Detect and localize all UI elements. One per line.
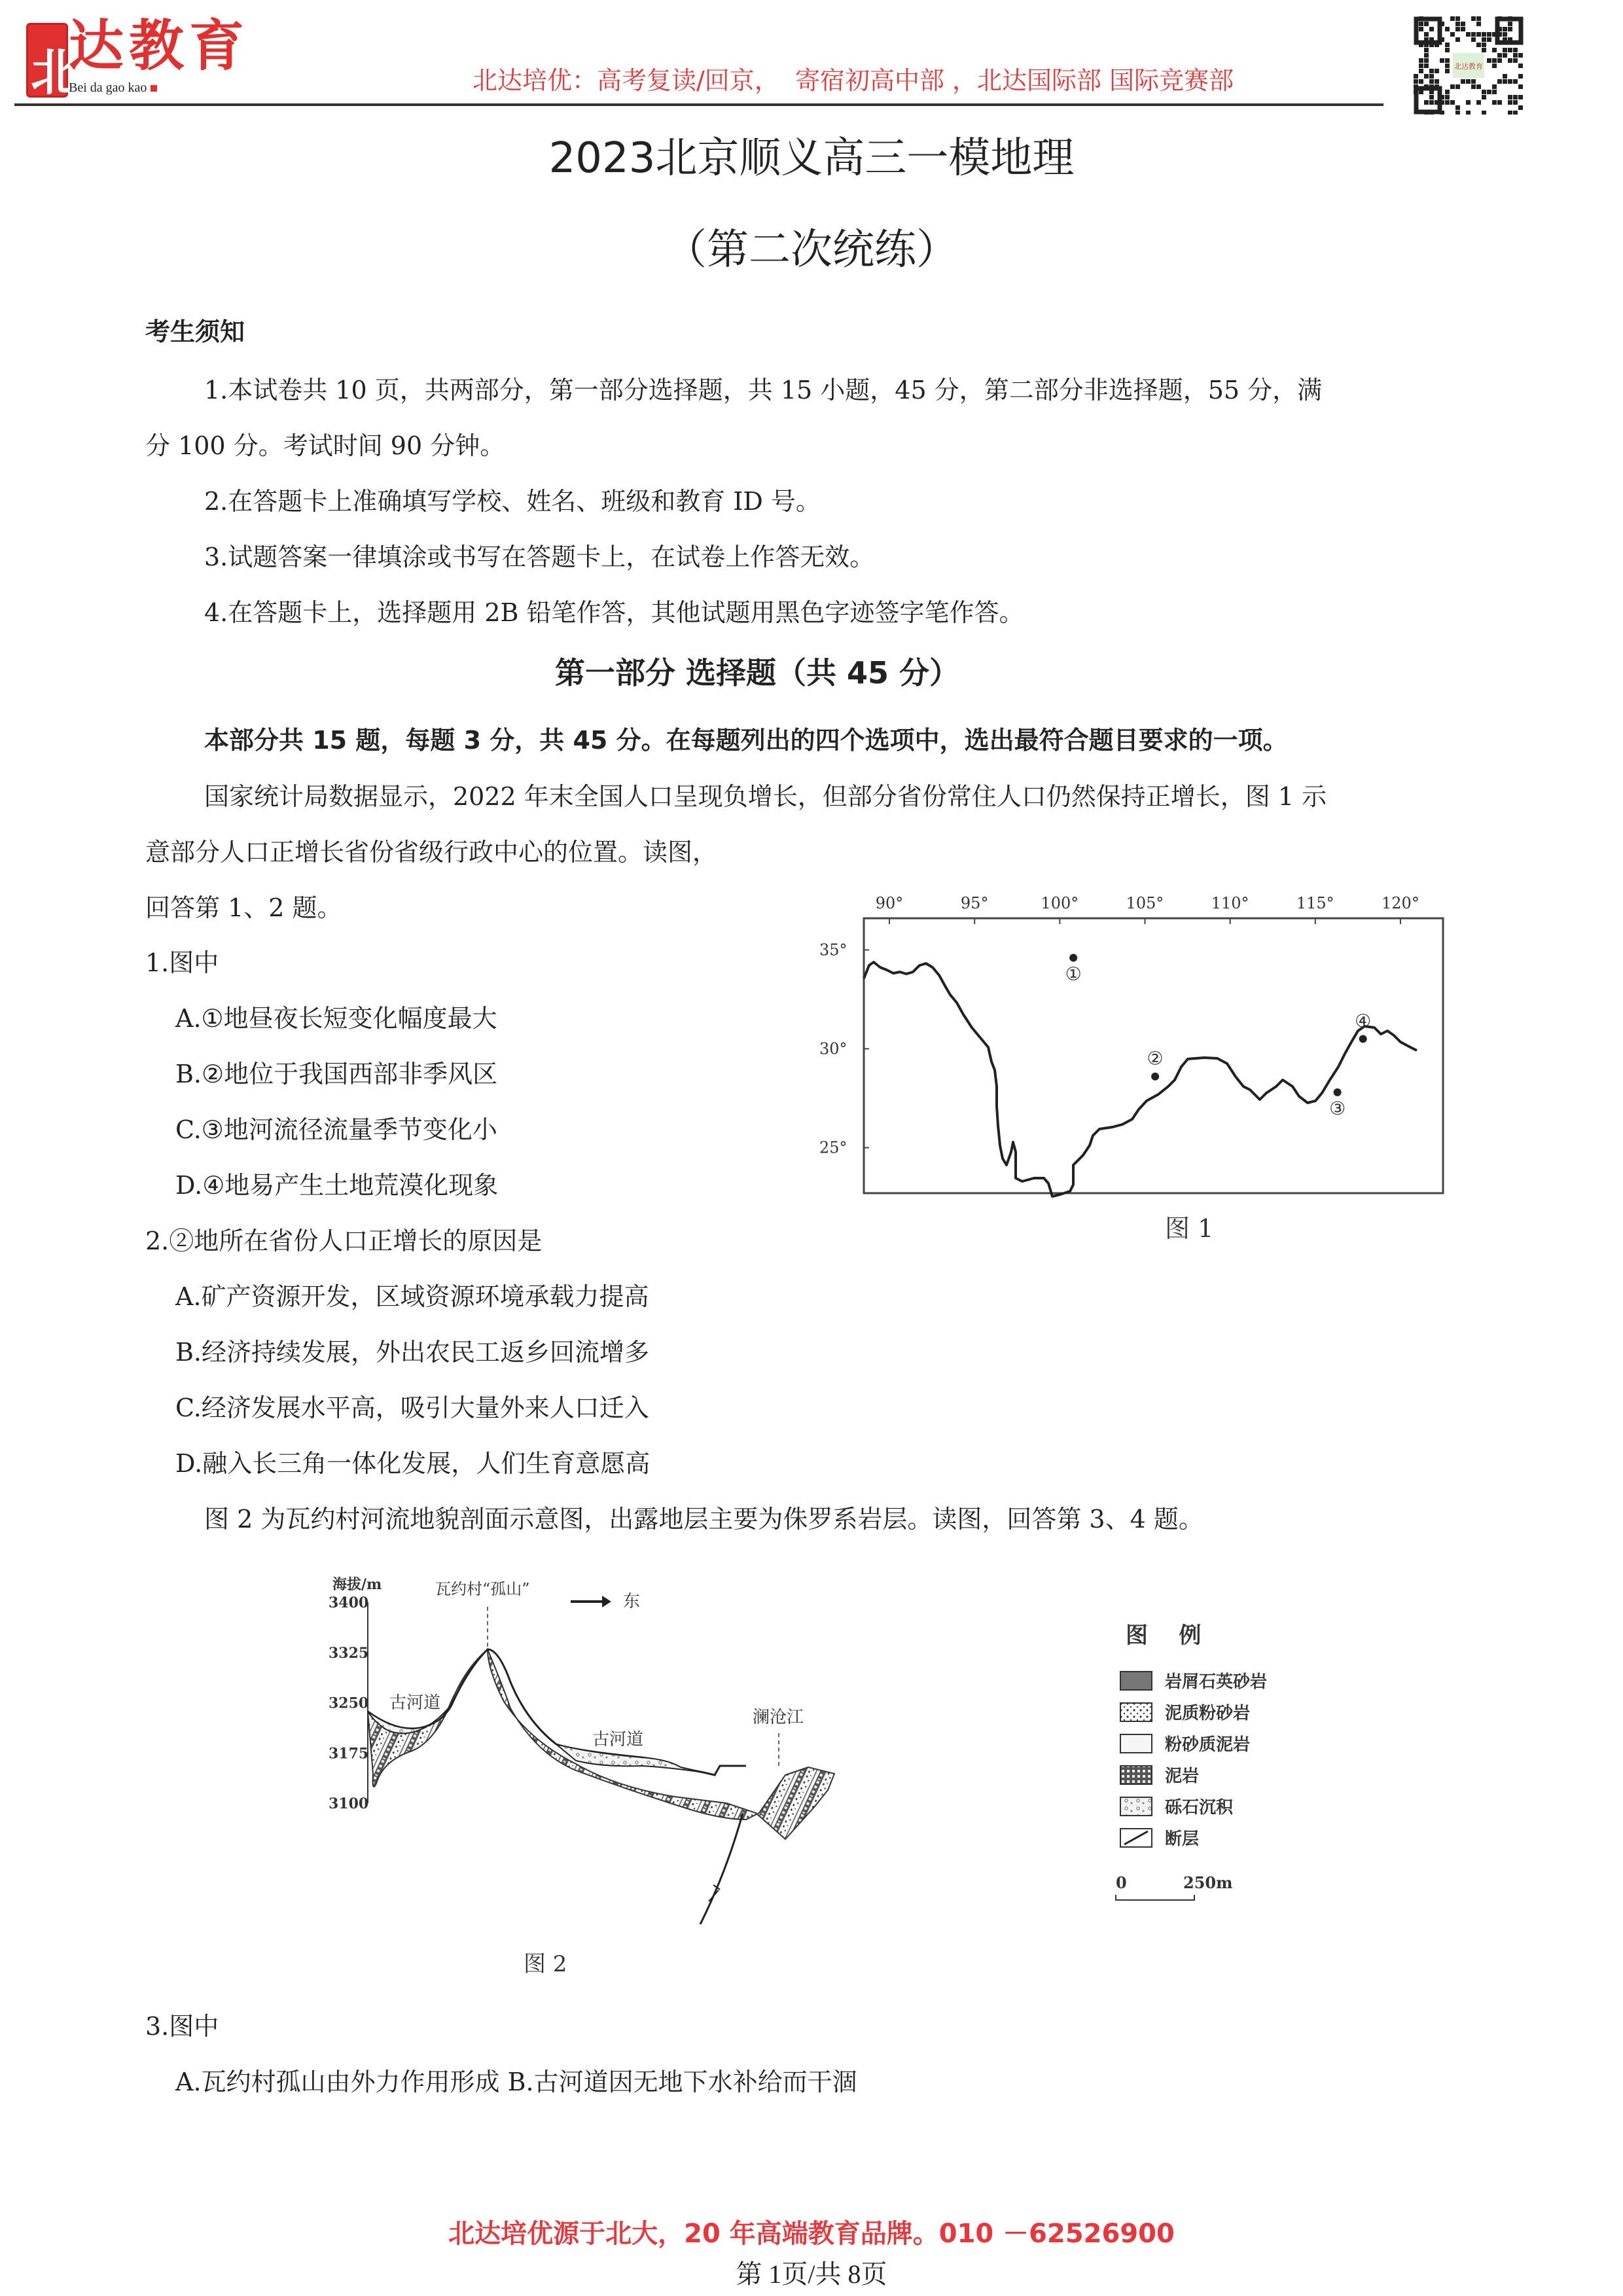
y-tick-label: 3400 xyxy=(329,1594,369,1611)
legend-swatch-fine-dots xyxy=(1120,1734,1152,1753)
answer-option[interactable]: B.经济持续发展，外出农民工返乡回流增多 xyxy=(175,1338,650,1367)
paleo-channel-label: 古河道 xyxy=(592,1730,644,1749)
answer-option[interactable]: A.①地昼夜长短变化幅度最大 xyxy=(175,1004,497,1033)
y-tick-label: 3325 xyxy=(329,1644,369,1662)
map-point-label: ① xyxy=(1065,963,1082,985)
notice-item: 4.在答题卡上，选择题用 2B 铅笔作答，其他试题用黑色字迹签字笔作答。 xyxy=(204,598,1024,627)
lat-tick-label: 30° xyxy=(819,1039,847,1058)
logo-text: 达教育 xyxy=(69,13,250,78)
question-stem: 3.图中 xyxy=(145,2012,219,2041)
river-label: 澜沧江 xyxy=(753,1708,804,1727)
notice-heading: 考生须知 xyxy=(145,317,245,346)
lon-tick-label: 95° xyxy=(960,894,989,912)
y-tick-label: 3175 xyxy=(329,1745,369,1763)
legend-swatch-brick xyxy=(1120,1672,1152,1690)
y-tick-label: 3250 xyxy=(329,1695,369,1712)
section-instruction: 本部分共 15 题，每题 3 分，共 45 分。在每题列出的四个选项中，选出最符合题目要求的一项。 xyxy=(204,726,1288,755)
map-point xyxy=(1359,1035,1367,1043)
qr-center-label: 北达教育 xyxy=(1454,62,1483,71)
notice-item: 分 100 分。考试时间 90 分钟。 xyxy=(145,431,505,460)
map-point-label: ③ xyxy=(1329,1097,1346,1119)
figure1-caption: 图 1 xyxy=(1165,1214,1214,1243)
answer-option[interactable]: D.④地易产生土地荒漠化现象 xyxy=(175,1171,499,1200)
fault-line xyxy=(700,1813,743,1924)
direction-label: 东 xyxy=(623,1592,641,1611)
header-divider xyxy=(14,103,1383,106)
section-title: 第一部分 选择题（共 45 分） xyxy=(555,655,960,691)
scale-bar xyxy=(1116,1895,1194,1900)
legend-swatch-gravel xyxy=(1120,1797,1152,1816)
header-slogan: 北达培优：高考复读/回京， 寄宿初高中部 ，北达国际部 国际竞赛部 xyxy=(473,66,1234,95)
question-stem: 1.图中 xyxy=(145,948,219,977)
legend-label: 砾石沉积 xyxy=(1165,1798,1234,1818)
lon-tick-label: 90° xyxy=(875,894,904,912)
answer-option[interactable]: C.经济发展水平高，吸引大量外来人口迁入 xyxy=(175,1393,649,1422)
logo-subtext-label: Bei da gao kao xyxy=(69,81,147,95)
east-arrowhead-icon xyxy=(602,1596,611,1607)
scale-end: 250m xyxy=(1183,1873,1233,1892)
question-stem: 2.②地所在省份人口正增长的原因是 xyxy=(145,1227,543,1255)
figure1-map xyxy=(812,890,1466,1283)
lon-tick-label: 105° xyxy=(1126,894,1164,912)
answer-option[interactable]: A.瓦约村孤山由外力作用形成 B.古河道因无地下水补给而干涸 xyxy=(175,2068,857,2096)
legend-label: 岩屑石英砂岩 xyxy=(1165,1672,1268,1692)
map-point-label: ② xyxy=(1147,1047,1164,1069)
figure2-profile xyxy=(327,1571,1113,1977)
scale-start: 0 xyxy=(1116,1873,1127,1892)
figure2-caption: 图 2 xyxy=(524,1951,567,1977)
logo-mark-text: 北 xyxy=(31,43,80,101)
notice-item: 3.试题答案一律填涂或书写在答题卡上，在试卷上作答无效。 xyxy=(204,543,875,571)
legend-title: 图 例 xyxy=(1126,1623,1202,1649)
answer-option[interactable]: C.③地河流径流量季节变化小 xyxy=(175,1115,497,1144)
logo-subtext xyxy=(69,81,157,94)
page-subtitle: （第二次统练） xyxy=(665,226,958,274)
footer-brand: 北达培优源于北大，20 年高端教育品牌。010 －62526900 xyxy=(448,2219,1175,2249)
intro-line: 国家统计局数据显示，2022 年末全国人口呈现负增长，但部分省份常住人口仍然保持正增长，图 1 示 xyxy=(204,782,1327,811)
intro-line: 意部分人口正增长省份省级行政中心的位置。读图， xyxy=(145,838,718,867)
legend-label: 泥质粉砂岩 xyxy=(1165,1704,1251,1723)
map-point xyxy=(1151,1073,1159,1081)
logo-mark xyxy=(26,23,80,101)
legend-label: 粉砂质泥岩 xyxy=(1165,1735,1251,1755)
map-point xyxy=(1334,1088,1342,1096)
logo-square-icon xyxy=(151,85,157,92)
paleo-channel-label: 古河道 xyxy=(389,1693,441,1713)
legend-swatch-dots xyxy=(1120,1703,1152,1721)
legend-label: 断层 xyxy=(1165,1829,1200,1849)
lat-tick-label: 25° xyxy=(819,1138,847,1157)
lon-tick-label: 120° xyxy=(1382,894,1419,912)
legend-label: 泥岩 xyxy=(1165,1767,1200,1786)
figure2-intro: 图 2 为瓦约村河流地貌剖面示意图，出露地层主要为侏罗系岩层。读图，回答第 3、4 题。 xyxy=(204,1505,1204,1534)
qr-code-icon xyxy=(1414,16,1524,115)
map-point-label: ④ xyxy=(1355,1010,1372,1032)
map-point xyxy=(1069,954,1077,961)
answer-option[interactable]: D.融入长三角一体化发展，人们生育意愿高 xyxy=(175,1449,651,1478)
page-number: 第 1页/共 8页 xyxy=(736,2259,887,2289)
figure2-legend xyxy=(1099,1617,1400,1918)
notice-item: 1.本试卷共 10 页，共两部分，第一部分选择题，共 15 小题，45 分，第二部分非选择题，55 分，满 xyxy=(204,376,1323,404)
y-axis-label: 海拔/m xyxy=(332,1576,382,1593)
lat-tick-label: 35° xyxy=(819,941,847,960)
notice-item: 2.在答题卡上准确填写学校、姓名、班级和教育 ID 号。 xyxy=(204,487,821,516)
answer-option[interactable]: A.矿产资源开发，区域资源环境承载力提高 xyxy=(175,1282,649,1311)
lon-tick-label: 115° xyxy=(1296,894,1334,912)
peak-label: 瓦约村“孤山” xyxy=(435,1580,530,1598)
lon-tick-label: 110° xyxy=(1211,894,1249,912)
legend-swatch-grid xyxy=(1120,1766,1152,1784)
lon-tick-label: 100° xyxy=(1041,894,1079,912)
intro-line: 回答第 1、2 题。 xyxy=(145,893,342,922)
answer-option[interactable]: B.②地位于我国西部非季风区 xyxy=(175,1060,498,1088)
page-title: 2023北京顺义高三一模地理 xyxy=(548,134,1075,183)
y-tick-label: 3100 xyxy=(329,1795,369,1812)
